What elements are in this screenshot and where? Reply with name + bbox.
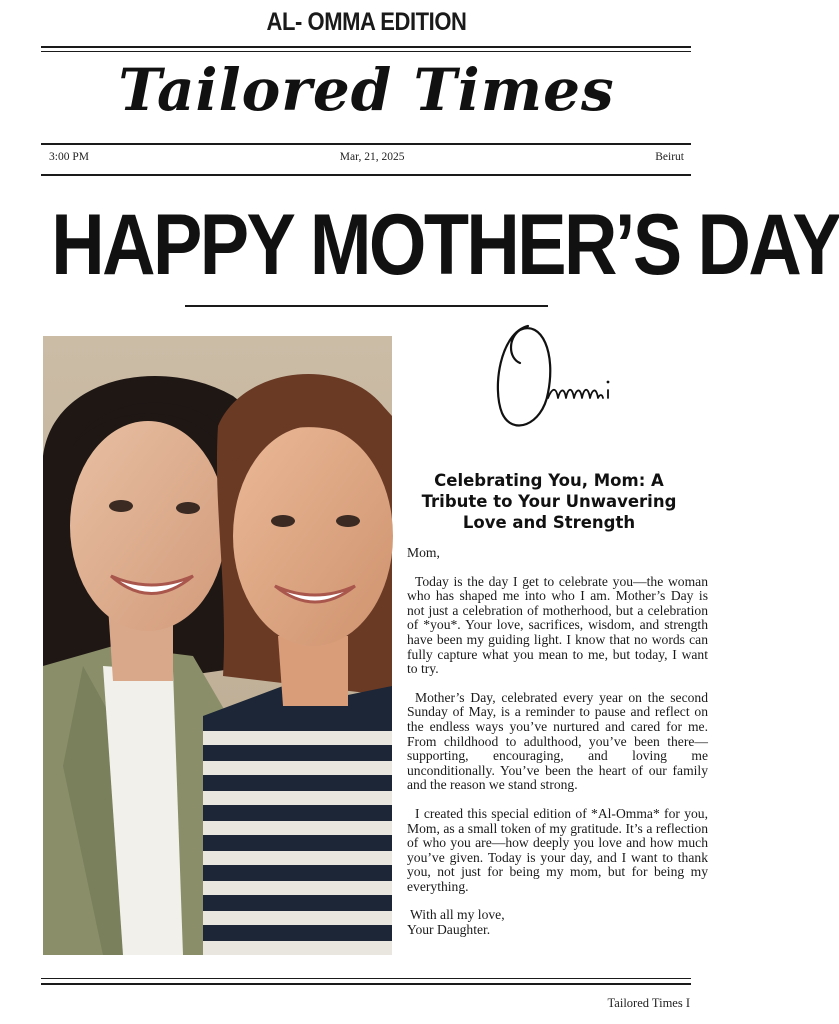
article-paragraph: Mother’s Day, celebrated every year on the second Sunday of May, is a reminder to pause and reflect on the endless ways you’ve nurtured and cared for me. From childhood to adulthood, you’ve been there—supporting, encouraging, and loving me unconditionally. You’ve been the heart of our family and the reason we stand strong.: [407, 689, 708, 793]
page-headline: HAPPY MOTHER’S DAY: [51, 197, 839, 293]
article-title: Celebrating You, Mom: A Tribute to Your Unwavering Love and Strength: [421, 471, 677, 532]
article-body: [407, 546, 708, 938]
info-date: Mar, 21, 2025: [339, 151, 405, 163]
mother-daughter-photo: [43, 336, 392, 955]
info-rule-bottom: [41, 174, 691, 176]
edition-label: AL- OMMA EDITION: [266, 8, 467, 36]
footer-label: Tailored Times I: [607, 996, 690, 1010]
info-bar: [49, 151, 684, 163]
bottom-rule-thick: [41, 983, 691, 985]
top-rule-thin: [41, 51, 691, 52]
article-closing: [407, 908, 708, 937]
top-rule-thick: [41, 46, 691, 48]
closing-line-1: With all my love,: [410, 907, 505, 923]
closing-line-2: Your Daughter.: [407, 922, 491, 938]
masthead-title: Tailored Times: [118, 56, 615, 124]
article-paragraph: I created this special edition of *Al-Omma* for you, Mom, as a small token of my gratitude. It’s a reflection of who you are—how deeply you love and how much you’ve given. Today is your day, and I want to thank you, not just for being my mom, but for being my everything.: [407, 805, 708, 894]
bottom-rule-thin: [41, 978, 691, 979]
article-greeting: Mom,: [407, 545, 440, 560]
article-paragraph: Today is the day I get to celebrate you—the woman who has shaped me into who I am. Mother’s Day is not just a celebration of motherhood, but a celebration of *you*. Your love, sacrifices, wisdom, and strength have been my guiding light. I know that no words can fully capture what you mean to me, but today, I want to try.: [407, 573, 708, 677]
signature-ommi: [490, 318, 640, 438]
headline-underline: [185, 305, 548, 307]
info-time: 3:00 PM: [49, 151, 89, 163]
info-location: Beirut: [655, 151, 684, 163]
info-rule-top: [41, 143, 691, 145]
